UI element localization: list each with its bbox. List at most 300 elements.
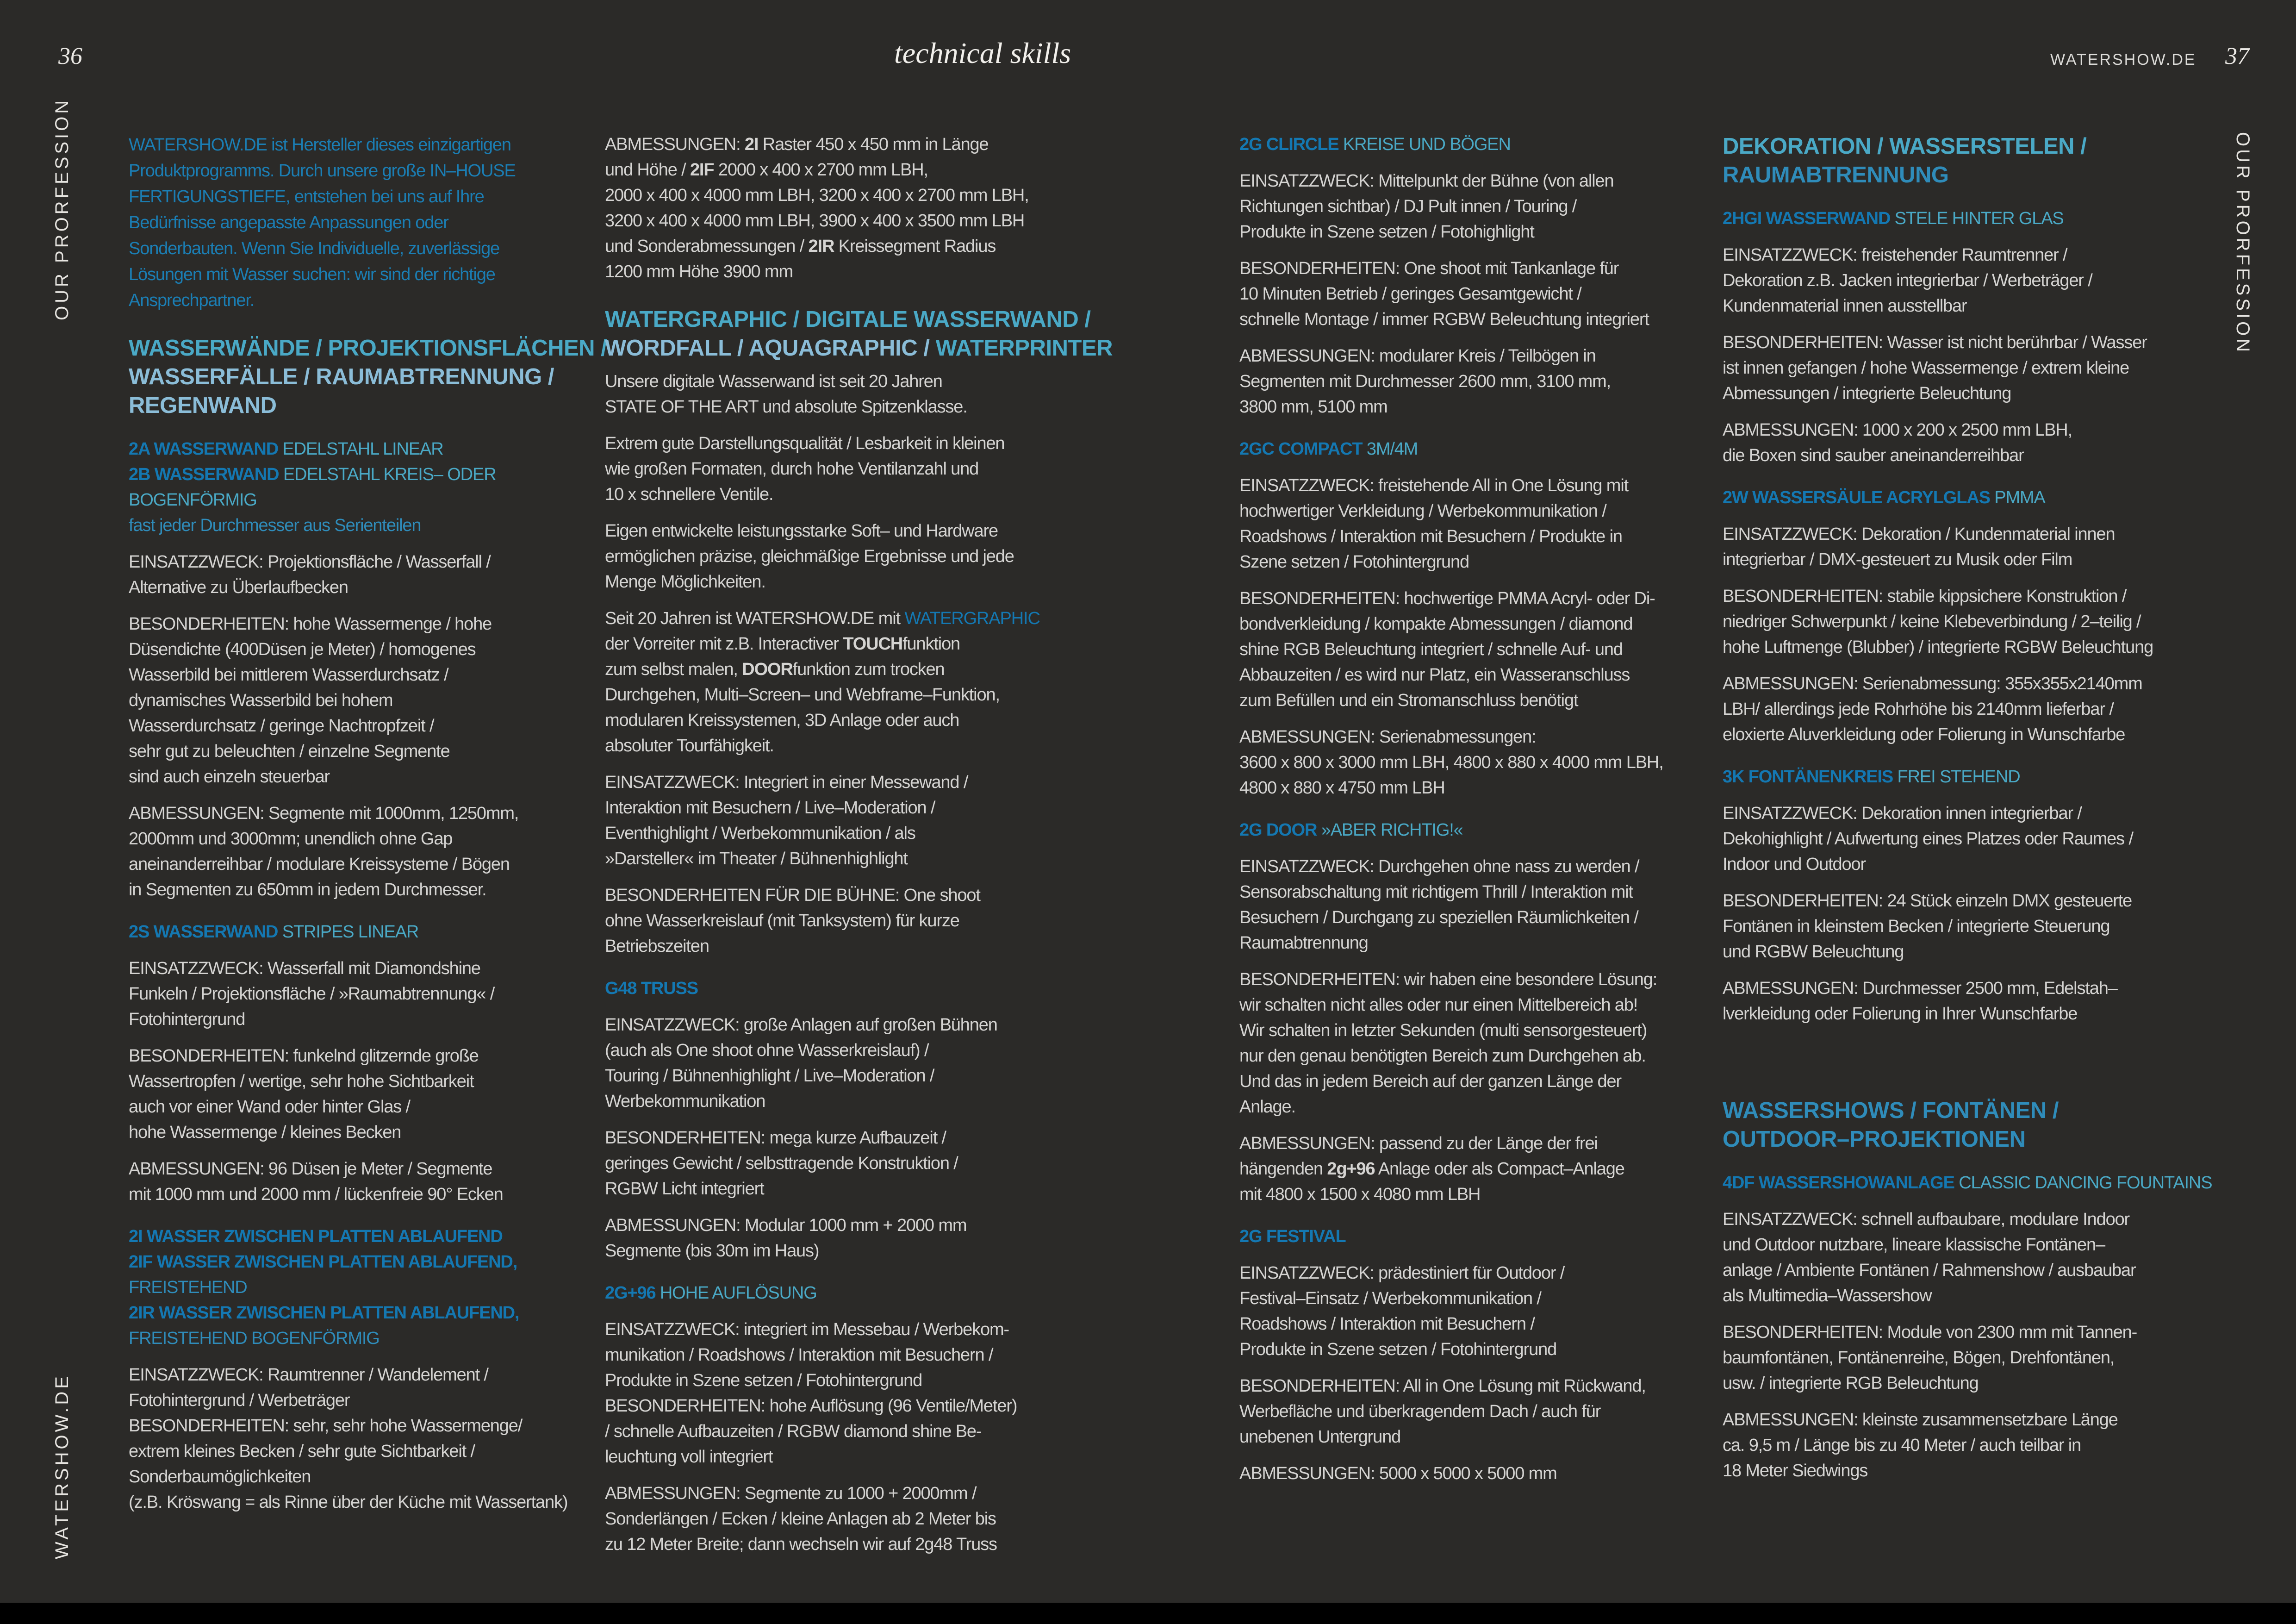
column-2 xyxy=(605,132,1113,1568)
text-line xyxy=(1239,880,1705,905)
product-heading xyxy=(1239,1224,1705,1249)
text-line xyxy=(605,518,1070,544)
paragraph xyxy=(129,612,594,790)
product-heading xyxy=(605,976,1070,1001)
text-run: EINSATZZWECK: Integriert in einer Messewand / xyxy=(605,773,968,792)
text-line xyxy=(605,1089,1070,1114)
text-run: FREI STEHEND xyxy=(1893,767,2020,787)
page-number-left: 36 xyxy=(58,43,82,69)
text-line xyxy=(1239,586,1705,612)
text-run: 18 Meter Siedwings xyxy=(1723,1461,1868,1480)
text-run: Werbefläche und überkragendem Dach / auch für xyxy=(1239,1402,1601,1421)
text-line xyxy=(1723,1458,2188,1484)
text-line xyxy=(1723,852,2188,877)
text-run: dynamisches Wasserbild bei hohem xyxy=(129,691,393,710)
text-run: LBH/ allerdings jede Rohrhöhe bis 2140mm lieferbar / xyxy=(1723,700,2114,719)
text-run: EINSATZZWECK: integriert im Messebau / Werbekom- xyxy=(605,1320,1009,1339)
text-line xyxy=(1723,547,2188,573)
text-line xyxy=(605,1213,1070,1238)
text-line xyxy=(129,1439,594,1464)
text-line xyxy=(129,550,594,575)
text-run: WATERSHOW.DE ist Hersteller dieses einzigartigen xyxy=(129,135,511,155)
text-line xyxy=(1723,826,2188,852)
text-run: EINSATZZWECK: Wasserfall mit Diamondshine xyxy=(129,959,480,978)
text-line xyxy=(605,132,1070,157)
text-run: BESONDERHEITEN: hochwertige PMMA Acryl- oder Di- xyxy=(1239,589,1655,608)
text-line xyxy=(129,391,594,420)
text-line xyxy=(129,158,594,184)
text-line xyxy=(129,1326,594,1351)
text-run: 4800 x 880 x 4750 mm LBH xyxy=(1239,778,1445,798)
text-line xyxy=(1723,243,2188,268)
text-run: »Darsteller« im Theater / Bühnenhighlight xyxy=(605,849,908,868)
product-heading xyxy=(1239,437,1705,462)
text-run: BESONDERHEITEN: Module von 2300 mm mit Tannen- xyxy=(1723,1323,2137,1342)
text-line xyxy=(1239,499,1705,524)
text-line xyxy=(129,262,594,287)
paragraph xyxy=(1723,584,2188,660)
text-line xyxy=(1723,1283,2188,1309)
text-line xyxy=(1239,854,1705,880)
text-run: WATERGRAPHIC xyxy=(904,609,1040,628)
text-run: KREISE UND BÖGEN xyxy=(1338,135,1511,154)
text-line xyxy=(1723,443,2188,468)
text-run: EINSATZZWECK: große Anlagen auf großen Bühnen xyxy=(605,1015,997,1035)
text-line xyxy=(1723,1232,2188,1258)
text-run: (z.B. Kröswang = als Rinne über der Küche mit Wassertank) xyxy=(129,1493,568,1512)
text-run: Werbekommunikation xyxy=(605,1092,765,1111)
text-run: Wasserbild bei mittlerem Wasserdurchsatz / xyxy=(129,665,448,685)
text-line xyxy=(1723,939,2188,965)
column-4 xyxy=(1723,132,2212,1495)
text-run: Touring / Bühnenhighlight / Live–Moderation / xyxy=(605,1066,934,1086)
text-line xyxy=(605,821,1070,846)
paragraph xyxy=(1723,801,2188,877)
text-run: ABMESSUNGEN: passend zu der Länge der frei xyxy=(1239,1134,1598,1153)
text-line xyxy=(129,334,607,362)
text-line xyxy=(605,1151,1070,1176)
text-run: WASSERWÄNDE / PROJEKTIONSFLÄCHEN / xyxy=(129,336,607,361)
text-run: BESONDERHEITEN: One shoot mit Tankanlage für xyxy=(1239,259,1619,278)
text-line xyxy=(1723,635,2188,660)
text-run: und Höhe / xyxy=(605,160,690,180)
text-run: 10 x schnellere Ventile. xyxy=(605,485,773,504)
text-run: lverkleidung oder Folierung in Ihrer Wunschfarbe xyxy=(1723,1004,2078,1024)
text-run: ermöglichen präzise, gleichmäßige Ergebnisse und jede xyxy=(605,547,1014,566)
paragraph xyxy=(129,801,594,903)
text-run: und Sonderabmessungen / xyxy=(605,237,809,256)
text-run: 3M/4M xyxy=(1362,439,1418,459)
text-run: BESONDERHEITEN: hohe Auflösung (96 Ventile/Meter) xyxy=(605,1396,1017,1416)
text-line xyxy=(1239,1261,1705,1286)
text-line xyxy=(1239,1018,1705,1043)
text-run: Wir schalten in letzter Sekunden (multi sensorgesteuert) xyxy=(1239,1021,1647,1040)
text-line xyxy=(605,544,1070,569)
text-run: 3600 x 800 x 3000 mm LBH, 4800 x 880 x 4000 mm LBH, xyxy=(1239,753,1663,772)
text-line xyxy=(1239,967,1705,993)
text-run: EINSATZZWECK: Dekoration / Kundenmaterial innen xyxy=(1723,525,2115,544)
text-run: leuchtung voll integriert xyxy=(605,1447,773,1467)
text-run: DOOR xyxy=(742,660,793,679)
text-run: Bedürfnisse angepasste Anpassungen oder xyxy=(129,213,448,232)
text-line xyxy=(605,305,1091,334)
text-run: mit 1000 mm und 2000 mm / lückenfreie 90° Ecken xyxy=(129,1185,503,1204)
text-line xyxy=(129,1224,594,1249)
text-run: WATERGRAPHIC / DIGITALE WASSERWAND / xyxy=(605,307,1091,332)
text-run: munikation / Roadshows / Interaktion mit Besuchern / xyxy=(605,1345,993,1365)
paragraph xyxy=(129,956,594,1032)
paragraph xyxy=(1723,243,2188,319)
text-run: 3800 mm, 5100 mm xyxy=(1239,397,1388,417)
text-line xyxy=(1239,394,1705,420)
text-line xyxy=(1723,294,2188,319)
text-line xyxy=(1723,1207,2188,1232)
text-line xyxy=(129,437,594,462)
text-run: mit 4800 x 1500 x 4080 mm LBH xyxy=(1239,1185,1481,1204)
text-line xyxy=(605,234,1070,259)
text-line xyxy=(605,1444,1070,1470)
text-run: 2A WASSERWAND xyxy=(129,439,279,459)
text-line xyxy=(605,1038,1070,1063)
text-line xyxy=(1239,1043,1705,1069)
text-line xyxy=(129,132,594,158)
text-line xyxy=(1239,281,1705,307)
text-line xyxy=(129,1300,594,1326)
text-line xyxy=(1723,764,2188,790)
text-line xyxy=(1723,1096,2188,1125)
text-line xyxy=(129,981,594,1007)
text-run: Betriebszeiten xyxy=(605,937,709,956)
text-run: ABMESSUNGEN: Serienabmessungen: xyxy=(1239,727,1536,747)
text-line xyxy=(1723,1170,2212,1196)
text-run: EINSATZZWECK: freistehende All in One Lösung mit xyxy=(1239,476,1629,495)
text-line xyxy=(129,1094,594,1120)
text-run: usw. / integrierte RGB Beleuchtung xyxy=(1723,1374,1979,1393)
text-line xyxy=(605,846,1070,872)
text-line xyxy=(129,662,594,688)
text-line xyxy=(605,657,1070,682)
product-heading xyxy=(129,437,594,538)
text-line xyxy=(129,637,594,662)
text-line xyxy=(1239,132,1705,157)
text-line xyxy=(605,569,1070,595)
text-line xyxy=(1723,485,2188,511)
text-run: CLASSIC DANCING FOUNTAINS xyxy=(1954,1173,2212,1193)
text-line xyxy=(1723,330,2188,356)
paragraph xyxy=(605,1213,1070,1264)
text-run: fast jeder Durchmesser aus Serienteilen xyxy=(129,516,421,535)
text-run: funktion zum trocken xyxy=(792,660,945,679)
text-run: G48 TRUSS xyxy=(605,979,698,998)
text-run: TOUCH xyxy=(843,634,903,654)
sidebar-label-right: OUR PRORFESSION xyxy=(2233,132,2253,355)
text-line xyxy=(1239,1399,1705,1424)
text-run: Lösungen mit Wasser suchen: wir sind der richtige xyxy=(129,265,495,284)
paragraph xyxy=(1723,671,2188,748)
text-run: zum selbst malen, xyxy=(605,660,742,679)
text-line xyxy=(129,1362,594,1388)
text-run: EINSATZZWECK: freistehender Raumtrenner / xyxy=(1723,245,2067,265)
text-line xyxy=(1239,1312,1705,1337)
paragraph xyxy=(1723,522,2188,573)
text-run: Roadshows / Interaktion mit Besuchern / xyxy=(1239,1314,1535,1334)
text-line xyxy=(1723,268,2188,294)
text-line xyxy=(129,487,594,513)
text-line xyxy=(1239,1461,1705,1487)
text-run: BESONDERHEITEN: stabile kippsichere Konstruktion / xyxy=(1723,587,2127,606)
text-line xyxy=(129,1464,594,1490)
text-run: BESONDERHEITEN: All in One Lösung mit Rückwand, xyxy=(1239,1376,1646,1396)
text-run: FREISTEHEND BOGENFÖRMIG xyxy=(129,1329,380,1348)
text-run: ABMESSUNGEN: 1000 x 200 x 2500 mm LBH, xyxy=(1723,420,2072,440)
text-line xyxy=(129,1413,594,1439)
text-line xyxy=(129,919,594,945)
text-run: shine RGB Beleuchtung integriert / schnelle Auf- und xyxy=(1239,640,1623,659)
text-run: der Vorreiter mit z.B. Interactiver xyxy=(605,634,843,654)
text-run: integrierbar / DMX-gesteuert zu Musik oder Film xyxy=(1723,550,2072,569)
text-line xyxy=(605,682,1070,708)
text-line xyxy=(1239,1131,1705,1156)
text-run: schnelle Montage / immer RGBW Beleuchtung integriert xyxy=(1239,310,1649,329)
text-run: Produktprogramms. Durch unsere große IN–HOUSE xyxy=(129,161,516,181)
text-line xyxy=(1239,219,1705,245)
text-line xyxy=(1723,1345,2188,1371)
text-run: 3200 x 400 x 4000 mm LBH, 3900 x 400 x 3500 mm LBH xyxy=(605,211,1025,231)
text-line xyxy=(1723,888,2188,914)
product-heading xyxy=(1723,206,2188,231)
text-run: 2I WASSER ZWISCHEN PLATTEN ABLAUFEND xyxy=(129,1227,503,1246)
text-line xyxy=(1239,1286,1705,1312)
text-run: 1200 mm Höhe 3900 mm xyxy=(605,262,793,281)
text-line xyxy=(605,482,1070,507)
text-line xyxy=(605,369,1070,394)
paragraph xyxy=(129,1156,594,1207)
paragraph xyxy=(605,132,1070,285)
text-run: (auch als One shoot ohne Wasserkreislauf) / xyxy=(605,1041,929,1060)
text-run: DEKORATION / WASSERSTELEN / xyxy=(1723,134,2087,159)
text-run: Festival–Einsatz / Werbekommunikation / xyxy=(1239,1289,1541,1308)
text-line xyxy=(129,1388,594,1413)
text-line xyxy=(1723,1125,2188,1154)
text-run: 2000 x 400 x 4000 mm LBH, 3200 x 400 x 2700 mm LBH, xyxy=(605,186,1029,205)
text-run: hängenden xyxy=(1239,1159,1327,1179)
text-line xyxy=(605,631,1070,657)
text-run: sehr gut zu beleuchten / einzelne Segmente xyxy=(129,742,450,761)
text-run: EINSATZZWECK: Durchgehen ohne nass zu werden / xyxy=(1239,857,1639,876)
paragraph xyxy=(1239,169,1705,245)
text-run: »ABER RICHTIG!« xyxy=(1317,820,1463,840)
text-line xyxy=(605,976,1070,1001)
text-line xyxy=(1723,132,2188,161)
paragraph xyxy=(605,369,1070,420)
text-run: Wasserdurchsatz / geringe Nachtropfzeit / xyxy=(129,716,434,736)
text-line xyxy=(1723,584,2188,609)
text-line xyxy=(1239,550,1705,575)
sidebar-label-left-bottom: WATERSHOW.DE xyxy=(52,1374,72,1559)
text-run: Kreissegment Radius xyxy=(834,237,996,256)
text-line xyxy=(129,513,594,538)
footer-bar xyxy=(0,1603,2296,1624)
text-line xyxy=(1723,1258,2188,1283)
section-heading xyxy=(129,334,607,420)
text-line xyxy=(129,462,594,487)
text-line xyxy=(1239,818,1705,843)
text-run: BESONDERHEITEN: sehr, sehr hohe Wassermenge/ xyxy=(129,1416,523,1436)
text-line xyxy=(1239,931,1705,956)
text-run: niedriger Schwerpunkt / keine Klebeverbindung / 2–teilig / xyxy=(1723,612,2141,631)
intro-paragraph xyxy=(129,132,594,313)
paragraph xyxy=(1239,1461,1705,1487)
text-run: BESONDERHEITEN: mega kurze Aufbauzeit / xyxy=(605,1128,946,1148)
paragraph xyxy=(1723,888,2188,965)
paragraph xyxy=(1239,1374,1705,1450)
text-line xyxy=(1239,1374,1705,1399)
text-run: 2W WASSERSÄULE ACRYLGLAS xyxy=(1723,488,1990,507)
text-run: ABMESSUNGEN: xyxy=(605,135,745,154)
text-run: Abbauzeiten / es wird nur Platz, ein Wasseranschluss xyxy=(1239,665,1630,685)
text-run: STELE HINTER GLAS xyxy=(1890,209,2064,228)
text-line xyxy=(129,801,594,826)
text-run: 2B WASSERWAND xyxy=(129,465,279,484)
product-heading xyxy=(1239,132,1705,157)
text-run: Segmenten mit Durchmesser 2600 mm, 3100 mm, xyxy=(1239,372,1611,391)
product-heading xyxy=(1723,1170,2212,1196)
text-line xyxy=(129,1120,594,1145)
text-run: 10 Minuten Betrieb / geringes Gesamtgewicht / xyxy=(1239,284,1581,304)
product-heading xyxy=(1239,818,1705,843)
product-heading xyxy=(605,1280,1070,1306)
text-run: EINSATZZWECK: Mittelpunkt der Bühne (von allen xyxy=(1239,171,1614,191)
text-run: 2G CLIRCLE xyxy=(1239,135,1339,154)
text-run: extrem kleines Becken / sehr gute Sichtbarkeit / xyxy=(129,1442,475,1461)
text-line xyxy=(605,883,1070,908)
text-run: BESONDERHEITEN: hohe Wassermenge / hohe xyxy=(129,614,492,634)
text-line xyxy=(129,1043,594,1069)
text-line xyxy=(1239,194,1705,219)
text-run: 2000 x 400 x 2700 mm LBH, xyxy=(714,160,928,180)
text-run: hohe Wassermenge / kleines Becken xyxy=(129,1123,401,1142)
text-run: wie großen Formaten, durch hohe Ventilanzahl und xyxy=(605,459,979,479)
page-number-right: 37 xyxy=(2225,43,2249,69)
column-1 xyxy=(129,132,607,1526)
text-line xyxy=(1239,169,1705,194)
text-line xyxy=(1239,344,1705,369)
paragraph xyxy=(605,883,1070,959)
text-line xyxy=(605,334,1113,362)
text-run: WASSERFÄLLE / RAUMABTRENNUNG / xyxy=(129,364,554,389)
text-run: Segmente (bis 30m im Haus) xyxy=(605,1241,819,1261)
text-run: baumfontänen, Fontänenreihe, Bögen, Drehfontänen, xyxy=(1723,1348,2115,1368)
text-run: 2G DOOR xyxy=(1239,820,1317,840)
text-run: Düsendichte (400Düsen je Meter) / homogenes xyxy=(129,640,476,659)
text-run: Indoor und Outdoor xyxy=(1723,855,1866,874)
text-run: Produkte in Szene setzen / Fotohighlight xyxy=(1239,222,1534,242)
text-run: und Outdoor nutzbare, lineare klassische Fontänen– xyxy=(1723,1235,2105,1255)
text-run: EINSATZZWECK: Projektionsfläche / Wasserfall / xyxy=(129,552,491,572)
paragraph xyxy=(1239,967,1705,1120)
text-line xyxy=(605,183,1070,208)
text-run: Alternative zu Überlaufbecken xyxy=(129,578,348,597)
text-run: 2I xyxy=(744,135,759,154)
text-run: geringes Gewicht / selbsttragende Konstruktion / xyxy=(605,1154,958,1173)
text-run: ABMESSUNGEN: Durchmesser 2500 mm, Edelstah– xyxy=(1723,979,2117,998)
text-line xyxy=(129,612,594,637)
section-heading xyxy=(605,305,1113,362)
text-run: hohe Luftmenge (Blubber) / integrierte RGBW Beleuchtung xyxy=(1723,637,2153,657)
text-run: ist innen gefangen / hohe Wassermenge / extrem kleine xyxy=(1723,358,2129,378)
paragraph xyxy=(1723,330,2188,406)
text-run: ABMESSUNGEN: Segmente mit 1000mm, 1250mm, xyxy=(129,804,519,823)
text-line xyxy=(605,934,1070,959)
text-run: Produkte in Szene setzen / Fotohintergrund xyxy=(605,1371,922,1390)
paragraph xyxy=(605,1012,1070,1114)
text-run: ABMESSUNGEN: modularer Kreis / Teilbögen in xyxy=(1239,346,1596,366)
text-run: ABMESSUNGEN: 96 Düsen je Meter / Segmente xyxy=(129,1159,492,1179)
text-line xyxy=(129,852,594,877)
text-run: WASSERSHOWS / FONTÄNEN / xyxy=(1723,1098,2059,1123)
text-line xyxy=(129,1156,594,1182)
text-run: EINSATZZWECK: schnell aufbaubare, modulare Indoor xyxy=(1723,1210,2130,1229)
text-line xyxy=(1723,356,2188,381)
text-line xyxy=(605,1063,1070,1089)
text-run: zu 12 Meter Breite; dann wechseln wir auf 2g48 Truss xyxy=(605,1535,997,1554)
text-run: EDELSTAHL LINEAR xyxy=(278,439,443,459)
text-line xyxy=(129,1275,594,1300)
text-run: RGBW Licht integriert xyxy=(605,1179,764,1199)
text-run: HOHE AUFLÖSUNG xyxy=(655,1283,817,1303)
paragraph xyxy=(605,1481,1070,1557)
text-run: Anlage. xyxy=(1239,1097,1295,1117)
text-run: Sonderbauten. Wenn Sie Individuelle, zuverlässige xyxy=(129,239,500,258)
paragraph xyxy=(605,431,1070,507)
text-run: 2GC COMPACT xyxy=(1239,439,1363,459)
text-line xyxy=(1239,775,1705,801)
text-run: BESONDERHEITEN: funkelnd glitzernde große xyxy=(129,1046,479,1066)
text-run: ABMESSUNGEN: Modular 1000 mm + 2000 mm xyxy=(605,1216,967,1235)
text-run: ABMESSUNGEN: Serienabmessung: 355x355x2140mm xyxy=(1723,674,2142,693)
text-line xyxy=(1723,1407,2188,1433)
text-run: 2IF xyxy=(690,160,714,180)
column-3 xyxy=(1239,132,1705,1498)
text-line xyxy=(1239,662,1705,688)
text-line xyxy=(1239,688,1705,713)
paragraph xyxy=(605,606,1070,759)
text-run: Extrem gute Darstellungsqualität / Lesbarkeit in kleinen xyxy=(605,434,1005,453)
text-run: bondverkleidung / kompakte Abmessungen / diamond xyxy=(1239,614,1633,634)
text-line xyxy=(1723,1371,2188,1396)
paragraph xyxy=(1723,976,2188,1027)
text-line xyxy=(1239,524,1705,550)
text-line xyxy=(1239,612,1705,637)
text-run: EINSATZZWECK: Dekoration innen integrierbar / xyxy=(1723,804,2082,823)
site-label: WATERSHOW.DE xyxy=(2050,51,2196,69)
text-line xyxy=(129,1007,594,1032)
text-run: BESONDERHEITEN FÜR DIE BÜHNE: One shoot xyxy=(605,886,980,905)
text-run: Durchgehen, Multi–Screen– und Webframe–Funktion, xyxy=(605,685,1000,705)
page-title: technical skills xyxy=(894,37,1071,69)
text-line xyxy=(129,1249,594,1275)
text-line xyxy=(1723,609,2188,635)
text-line xyxy=(605,1176,1070,1202)
text-run: Produkte in Szene setzen / Fotohintergrund xyxy=(1239,1340,1557,1359)
text-run: absoluter Tourfähigkeit. xyxy=(605,736,774,756)
text-run: STATE OF THE ART und absolute Spitzenklasse. xyxy=(605,397,967,417)
text-line xyxy=(1723,1433,2188,1458)
text-run: und RGBW Beleuchtung xyxy=(1723,942,1904,962)
text-line xyxy=(605,1419,1070,1444)
text-run: ohne Wasserkreislauf (mit Tanksystem) für kurze xyxy=(605,911,959,931)
text-run: nur den genau benötigten Bereich zum Durchgehen ab. xyxy=(1239,1046,1646,1066)
